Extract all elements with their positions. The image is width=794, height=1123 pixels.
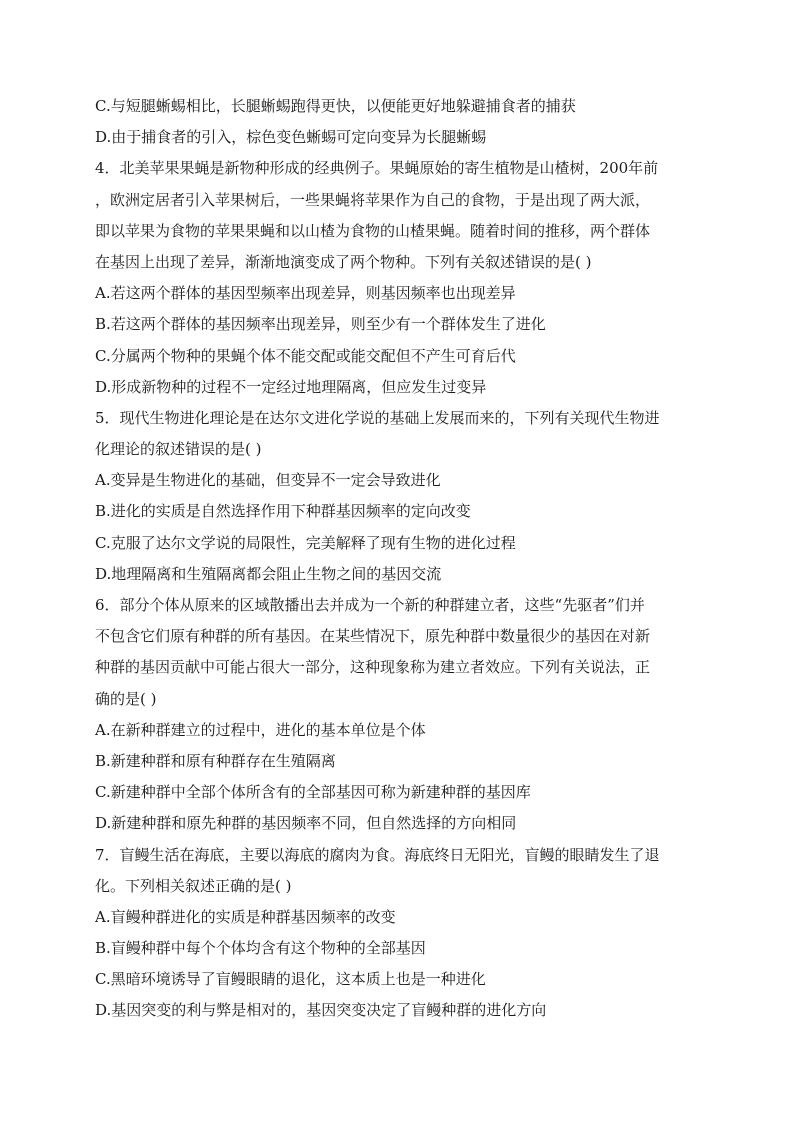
q4-stem-line: 即以苹果为食物的苹果果蝇和以山楂为食物的山楂果蝇。随着时间的推移，两个群体 [95, 221, 651, 240]
q7-option-c: C.黑暗环境诱导了盲鳗眼睛的退化，这本质上也是一种进化 [95, 970, 486, 989]
q4-option-d: D.形成新物种的过程不一定经过地理隔离，但应发生过变异 [95, 377, 487, 396]
q5-option-a: A.变异是生物进化的基础，但变异不一定会导致进化 [95, 471, 441, 490]
question-3-tail [95, 91, 699, 153]
q6-option-d: D.新建种群和原先种群的基因频率不同，但自然选择的方向相同 [95, 814, 517, 833]
q6-stem-line: 种群的基因贡献中可能占很大一部分，这种现象称为建立者效应。下列有关说法，正 [95, 658, 651, 677]
q6-stem-line: 不包含它们原有种群的所有基因。在某些情况下，原先种群中数量很少的基因在对新 [95, 627, 651, 646]
q7-option-d: D.基因突变的利与弊是相对的，基因突变决定了盲鳗种群的进化方向 [95, 1001, 547, 1020]
q6-option-a: A.在新种群建立的过程中，进化的基本单位是个体 [95, 720, 426, 739]
q6-stem-line: 确的是( ) [95, 689, 157, 708]
q5-stem-line: 化理论的叙述错误的是( ) [95, 440, 262, 459]
question-5 [95, 403, 699, 590]
q6-option-b: B.新建种群和原有种群存在生殖隔离 [95, 751, 336, 770]
q6-option-c: C.新建种群中全部个体所含有的全部基因可称为新建种群的基因库 [95, 783, 531, 802]
question-4 [95, 153, 699, 403]
q7-option-a: A.盲鳗种群进化的实质是种群基因频率的改变 [95, 907, 396, 926]
q7-stem-line: 化。下列相关叙述正确的是( ) [95, 876, 292, 895]
q5-stem-line: 5．现代生物进化理论是在达尔文进化学说的基础上发展而来的，下列有关现代生物进 [95, 408, 660, 427]
q5-option-d: D.地理隔离和生殖隔离都会阻止生物之间的基因交流 [95, 564, 442, 583]
q7-option-b: B.盲鳗种群中每个个体均含有这个物种的全部基因 [95, 939, 426, 958]
q4-stem-line: 在基因上出现了差异，渐渐地演变成了两个物种。下列有关叙述错误的是( ) [95, 252, 592, 271]
q4-option-c: C.分属两个物种的果蝇个体不能交配或能交配但不产生可育后代 [95, 346, 516, 365]
q4-option-b: B.若这两个群体的基因频率出现差异，则至少有一个群体发生了进化 [95, 315, 546, 334]
q4-stem-line: 4．北美苹果果蝇是新物种形成的经典例子。果蝇原始的寄生植物是山楂树，200年前 [95, 159, 659, 178]
q6-stem-line: 6．部分个体从原来的区域散播出去并成为一个新的种群建立者，这些“先驱者”们并 [95, 596, 645, 614]
q5-option-c: C.克服了达尔文学说的局限性，完美解释了现有生物的进化过程 [95, 533, 516, 552]
question-7 [95, 840, 699, 1027]
q3-option-d: D.由于捕食者的引入，棕色变色蜥蜴可定向变异为长腿蜥蜴 [95, 128, 487, 147]
q3-option-c: C.与短腿蜥蜴相比，长腿蜥蜴跑得更快，以便能更好地躲避捕食者的捕获 [95, 97, 576, 115]
q7-stem-line: 7．盲鳗生活在海底，主要以海底的腐肉为食。海底终日无阳光，盲鳗的眼睛发生了退 [95, 845, 660, 864]
q4-option-a: A.若这两个群体的基因型频率出现差异，则基因频率也出现差异 [95, 284, 516, 303]
document-page [95, 91, 699, 1027]
question-6 [95, 590, 699, 840]
q5-option-b: B.进化的实质是自然选择作用下种群基因频率的定向改变 [95, 502, 471, 521]
q4-stem-line: ，欧洲定居者引入苹果树后，一些果蝇将苹果作为自己的食物，于是出现了两大派， [95, 190, 651, 209]
